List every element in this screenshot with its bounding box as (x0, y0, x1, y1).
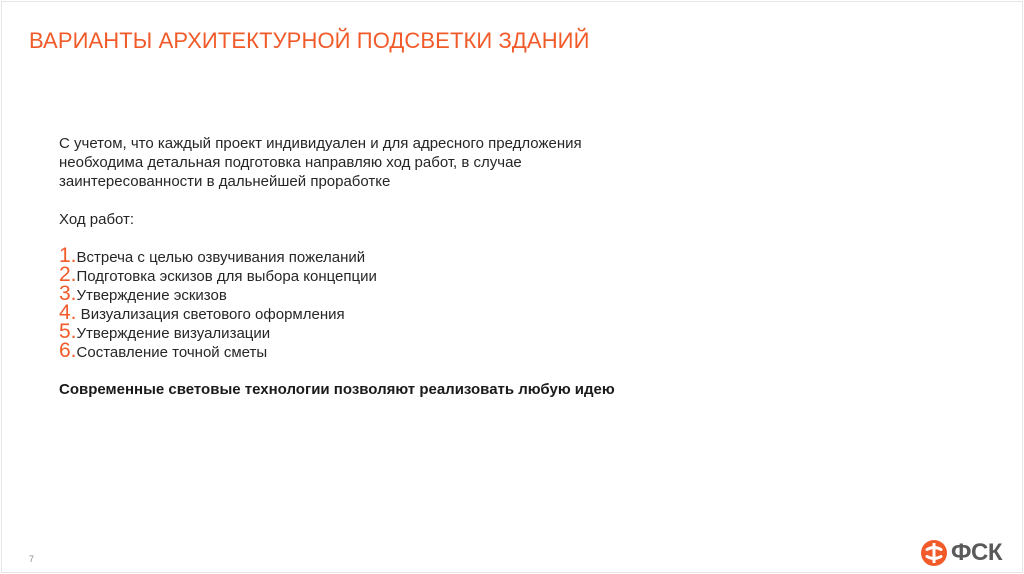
list-item (59, 341, 779, 360)
list-item (59, 322, 779, 341)
slide (1, 1, 1023, 573)
list-item (59, 246, 779, 265)
step-number: 5. (59, 320, 77, 343)
step-number: 3. (59, 282, 77, 305)
intro-paragraph (59, 134, 779, 191)
list-item (59, 303, 779, 322)
step-text: Визуализация светового оформления (76, 306, 345, 323)
conclusion-text: Современные световые технологии позволяют реализовать любую идею (59, 381, 615, 398)
step-number: 2. (59, 263, 77, 286)
slide-title: ВАРИАНТЫ АРХИТЕКТУРНОЙ ПОДСВЕТКИ ЗДАНИЙ (29, 28, 590, 53)
intro-line: заинтересованности в дальнейшей проработке (59, 173, 391, 190)
intro-line: С учетом, что каждый проект индивидуален и для адресного предложения (59, 135, 582, 152)
steps-heading: Ход работ: (59, 211, 135, 228)
list-item (59, 265, 779, 284)
steps-list (59, 246, 779, 360)
company-logo (920, 539, 1002, 567)
list-item (59, 284, 779, 303)
step-text: Встреча с целью озвучивания пожеланий (76, 249, 366, 266)
step-number: 6. (59, 339, 77, 362)
step-text: Утверждение эскизов (76, 287, 227, 304)
intro-line: необходима детальная подготовка направляю ход работ, в случае (59, 154, 522, 171)
step-text: Подготовка эскизов для выбора концепции (76, 268, 377, 285)
step-number: 1. (59, 244, 77, 267)
fsk-logo-icon (920, 539, 948, 567)
step-text: Составление точной сметы (76, 344, 268, 361)
page-number: 7 (29, 554, 35, 564)
step-number: 4. (59, 301, 77, 324)
logo-text: ФСК (951, 539, 1002, 566)
step-text: Утверждение визуализации (76, 325, 271, 342)
slide-content (59, 134, 779, 399)
